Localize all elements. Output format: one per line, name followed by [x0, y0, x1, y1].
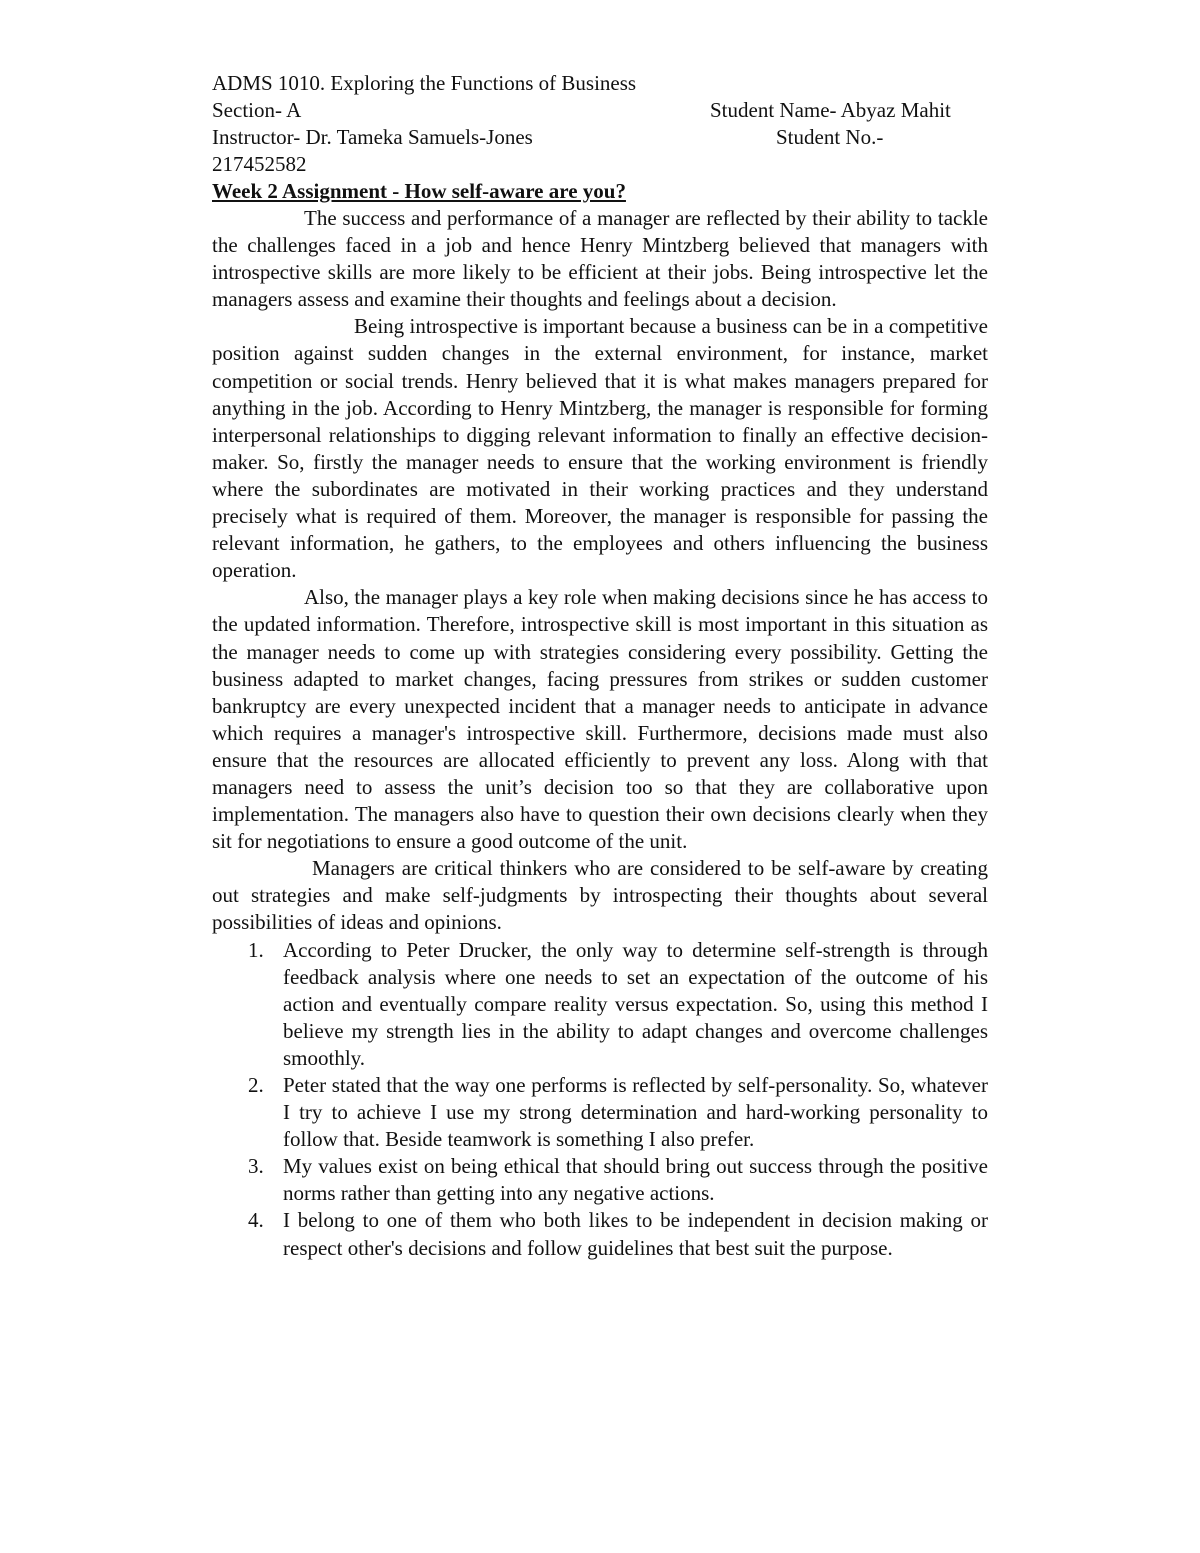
list-item: [212, 1207, 988, 1261]
instructor-label: Instructor- Dr. Tameka Samuels-Jones: [212, 125, 533, 149]
section-label: Section- A: [212, 98, 302, 122]
list-item-text: My values exist on being ethical that should bring out success through the positive norms rather than getting into any negative actions.: [283, 1154, 988, 1206]
numbered-list: [212, 937, 988, 1262]
paragraph-4: Managers are critical thinkers who are considered to be self-aware by creating out strategies and make self-judgments by introspecting their thoughts about several possibilities of ideas and opinions.: [212, 856, 988, 935]
list-item-number: 4.: [248, 1208, 264, 1233]
list-item-text: I belong to one of them who both likes to be independent in decision making or respect other's decisions and follow guidelines that best suit the purpose.: [283, 1208, 988, 1260]
list-item-number: 1.: [248, 937, 264, 962]
student-no-label: Student No.-: [776, 125, 884, 149]
list-item-text: According to Peter Drucker, the only way to determine self-strength is through feedback analysis where one needs to set an expectation of the outcome of his action and eventually compare reality versus expectation. So, using this method I believe my strength lies in the ability to adapt changes and overcome challenges smoothly.: [283, 937, 988, 1070]
header-course: [212, 70, 988, 97]
student-name: Student Name- Abyaz Mahit: [710, 98, 951, 122]
paragraph-1: The success and performance of a manager are reflected by their ability to tackle the challenges faced in a job and hence Henry Mintzberg believed that managers with introspective skills are more likely to be efficient at their jobs. Being introspective let the managers assess and examine their thoughts and feelings about a decision.: [212, 206, 988, 312]
header-row-instructor: [212, 124, 988, 151]
header-student-number: [212, 151, 988, 178]
assignment-title: Week 2 Assignment - How self-aware are you?: [212, 179, 626, 203]
list-item: [212, 937, 988, 1072]
document-page: [212, 70, 988, 1262]
paragraph-2: Being introspective is important because a business can be in a competitive position against sudden changes in the external environment, for instance, market competition or social trends. Henry believed that it is what makes managers prepared for anything in the job. According to Henry Mintzberg, the manager is responsible for forming interpersonal relationships to digging relevant information to finally an effective decision-maker. So, firstly the manager needs to ensure that the working environment is friendly where the subordinates are motivated in their working practices and they understand precisely what is required of them. Moreover, the manager is responsible for passing the relevant information, he gathers, to the employees and others influencing the business operation.: [212, 314, 988, 583]
header-row-section: [212, 97, 988, 124]
list-item: [212, 1153, 988, 1207]
list-item-number: 2.: [248, 1073, 264, 1097]
list-item-number: 3.: [248, 1154, 264, 1179]
list-item: [212, 1072, 988, 1153]
student-number: 217452582: [212, 152, 307, 176]
list-item-text: Peter stated that the way one performs is reflected by self-personality. So, whatever I try to achieve I use my strong determination and hard-working personality to follow that. Beside teamwork is something I also prefer.: [283, 1073, 988, 1152]
paragraph-3: Also, the manager plays a key role when making decisions since he has access to the updated information. Therefore, introspective skill is most important in this situation as the manager needs to come up with strategies considering every possibility. Getting the business adapted to market changes, facing pressures from strikes or sudden customer bankruptcy are every unexpected incident that a manager needs to anticipate in advance which requires a manager's introspective skill. Furthermore, decisions made must also ensure that the resources are allocated efficiently to prevent any loss. Along with that managers need to assess the unit’s decision too so that they are collaborative upon implementation. The managers also have to question their own decisions clearly when they sit for negotiations to ensure a good outcome of the unit.: [212, 585, 988, 854]
course-title: ADMS 1010. Exploring the Functions of Business: [212, 71, 637, 95]
